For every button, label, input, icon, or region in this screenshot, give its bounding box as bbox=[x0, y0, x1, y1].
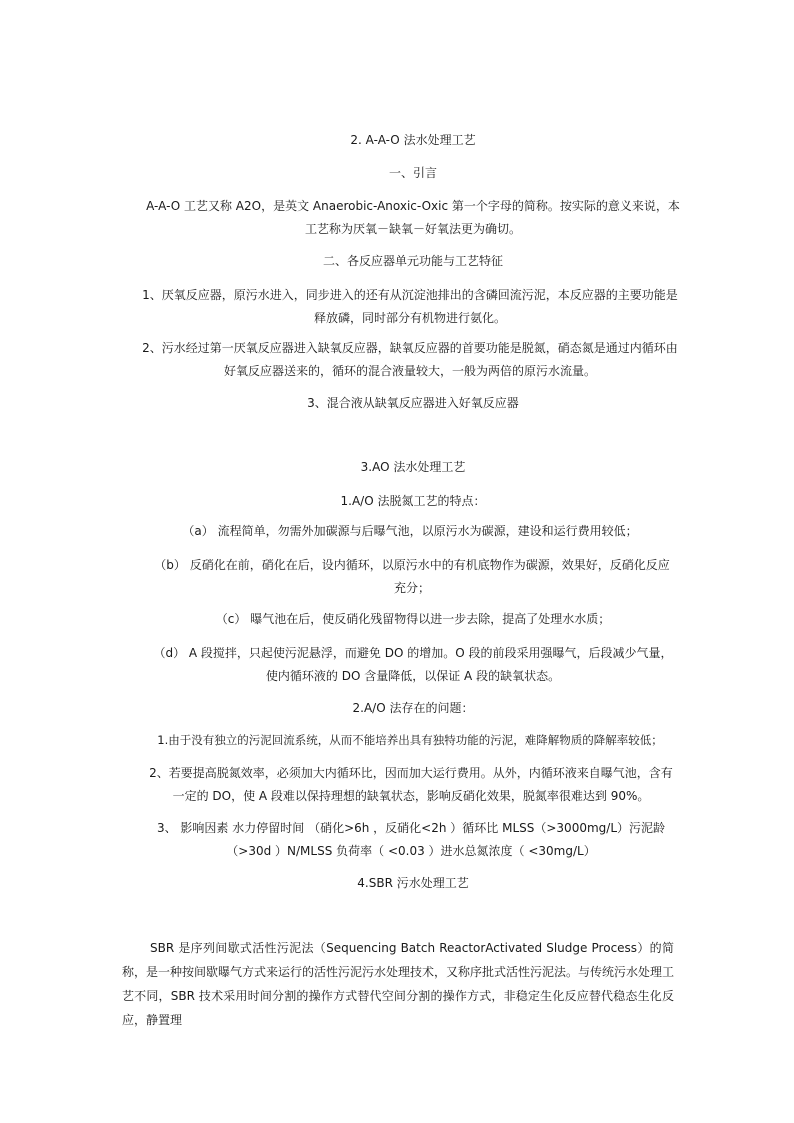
section-title-sbr: 4.SBR 污水处理工艺 bbox=[357, 876, 469, 890]
section-title-ao: 3.AO 法水处理工艺 bbox=[360, 460, 466, 474]
ao-problem-1: 1.由于没有独立的污泥回流系统，从而不能培养出具有独特功能的污泥，难降解物质的降解率较低； bbox=[157, 733, 663, 747]
sbr-paragraph: SBR 是序列间歇式活性污泥法（Sequencing Batch ReactorActivated Sludge Process）的简称，是一种按间歇曝气方式来运行的活性污泥污水处理技术，又称序批式活性污泥法。与传统污水处理工艺不同，SBR 技术采用时间分割的操作方式替代空间分割的操作方式，非稳定生化反应替代稳态生化反应，静置理 bbox=[122, 941, 675, 1027]
reactor-section-heading: 二、各反应器单元功能与工艺特征 bbox=[322, 254, 503, 268]
section-title-aao: 2. A-A-O 法水处理工艺 bbox=[350, 133, 476, 147]
ao-problem-3: 3、 影响因素 水力停留时间 （硝化>6h ，反硝化<2h ）循环比 MLSS（>3000mg/L）污泥龄（>30d ）N/MLSS 负荷率（ <0.03 ）进水总氮浓度（ <30mg/L） bbox=[156, 821, 666, 858]
reactor-item-1: 1、厌氧反应器，原污水进入，同步进入的还有从沉淀池排出的含磷回流污泥，本反应器的主要功能是释放磷，同时部分有机物进行氨化。 bbox=[142, 288, 678, 325]
intro-heading: 一、引言 bbox=[388, 166, 437, 180]
ao-problems-heading: 2.A/O 法存在的问题： bbox=[352, 701, 474, 715]
ao-features-heading: 1.A/O 法脱氮工艺的特点： bbox=[340, 494, 486, 508]
intro-paragraph: A-A-O 工艺又称 A2O，是英文 Anaerobic-Anoxic-Oxic 第一个字母的简称。按实际的意义来说，本工艺称为厌氧－缺氧－好氧法更为确切。 bbox=[146, 199, 680, 236]
ao-problem-2: 2、若要提高脱氮效率，必须加大内循环比，因而加大运行费用。从外，内循环液来自曝气池，含有一定的 DO，使 A 段难以保持理想的缺氧状态，影响反硝化效果，脱氮率很难达到 90%。 bbox=[149, 766, 673, 803]
reactor-item-3: 3、混合液从缺氧反应器进入好氧反应器 bbox=[307, 396, 519, 410]
reactor-item-2: 2、污水经过第一厌氧反应器进入缺氧反应器，缺氧反应器的首要功能是脱氮，硝态氮是通过内循环由好氧反应器送来的，循环的混合液量较大，一般为两倍的原污水流量。 bbox=[142, 341, 678, 378]
ao-feature-a: （a） 流程简单，勿需外加碳源与后曝气池，以原污水为碳源，建设和运行费用较低； bbox=[182, 524, 638, 538]
ao-feature-c: （c） 曝气池在后，使反硝化残留物得以进一步去除，提高了处理水水质； bbox=[215, 612, 611, 626]
ao-feature-d: （d） A 段搅拌，只起使污泥悬浮，而避免 DO 的增加。O 段的前段采用强曝气，后段减少气量，使内循环液的 DO 含量降低，以保证 A 段的缺氧状态。 bbox=[153, 646, 673, 683]
ao-feature-b: （b） 反硝化在前，硝化在后，设内循环，以原污水中的有机底物作为碳源，效果好，反硝化反应充分； bbox=[154, 558, 670, 595]
